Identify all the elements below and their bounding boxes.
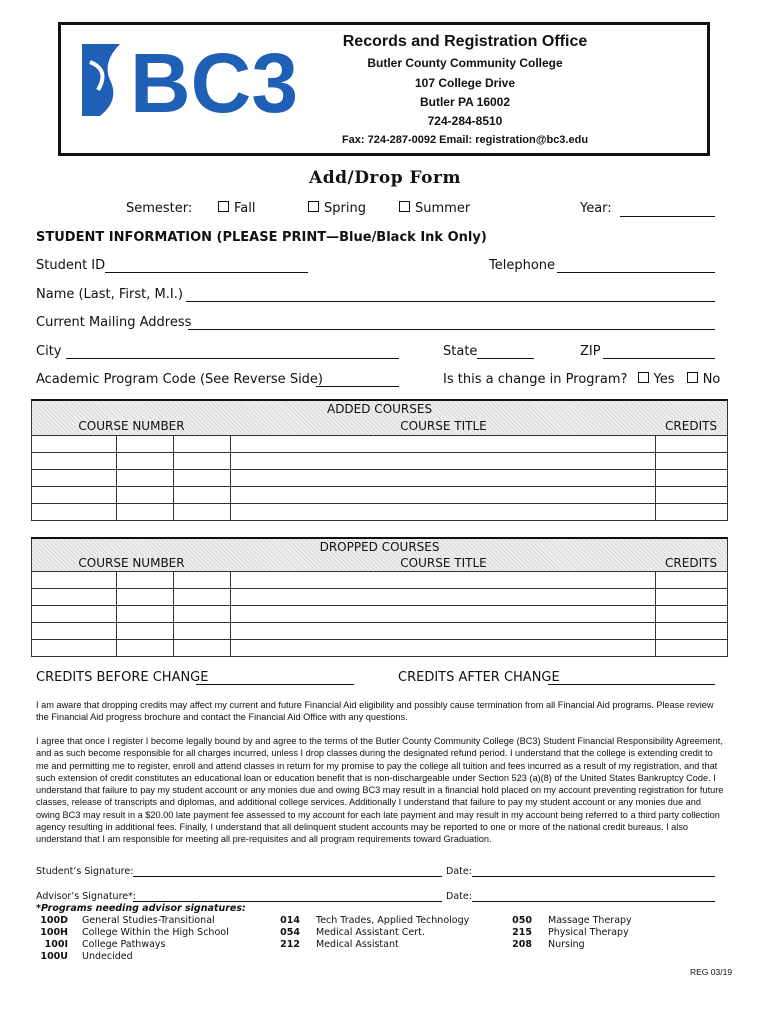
form-revision-code: REG 03/19 [690, 967, 733, 977]
office-name: Records and Registration Office [342, 33, 588, 50]
mailing-label: Current Mailing Address [36, 315, 192, 330]
yes-option[interactable]: Yes [638, 372, 675, 387]
table-row[interactable] [32, 504, 728, 521]
program-change-question: Is this a change in Program? Yes No [443, 372, 721, 387]
student-signature-field[interactable] [133, 864, 442, 877]
city-field[interactable] [66, 344, 399, 359]
street-address: 107 College Drive [414, 76, 516, 90]
list-item: 100I College Pathways [44, 939, 166, 950]
city-label: City [36, 344, 62, 359]
list-item: 100D General Studies-Transitional [40, 915, 215, 926]
added-courses-table [31, 399, 728, 521]
no-option[interactable]: No [687, 372, 721, 387]
advisor-signature-field[interactable] [133, 889, 442, 902]
dropped-courses-table [31, 537, 728, 657]
telephone-label: Telephone [489, 258, 556, 273]
semester-fall[interactable]: Fall [218, 201, 255, 216]
advisor-date-field[interactable] [472, 889, 715, 902]
semester-label: Semester: [126, 201, 193, 216]
added-col-number: COURSE NUMBER [78, 419, 185, 433]
added-header-row [32, 400, 728, 436]
name-label: Name (Last, First, M.I.) [36, 287, 183, 302]
program-list-1 [36, 915, 229, 963]
checkbox-icon[interactable] [638, 372, 649, 383]
table-row[interactable] [32, 436, 728, 453]
college-name: Butler County Community College [367, 56, 563, 70]
checkbox-icon[interactable] [399, 201, 410, 212]
added-col-title: COURSE TITLE [400, 419, 487, 433]
fax-email: Fax: 724-287-0092 Email: registration@bc3.edu [341, 134, 589, 146]
dropped-col-title: COURSE TITLE [400, 556, 487, 570]
city-address: Butler PA 16002 [419, 95, 511, 109]
checkbox-icon[interactable] [308, 201, 319, 212]
list-item: 212 Medical Assistant [280, 939, 399, 950]
program-list-2 [270, 915, 469, 951]
advisor-date-label: Date: [446, 891, 472, 902]
table-row[interactable] [32, 589, 728, 606]
credits-before-field[interactable] [196, 670, 354, 685]
state-label: State [443, 344, 478, 359]
table-row[interactable] [32, 470, 728, 487]
table-row[interactable] [32, 623, 728, 640]
list-item: 050 Massage Therapy [512, 915, 632, 926]
student-id-field[interactable] [105, 258, 308, 273]
table-row[interactable] [32, 572, 728, 589]
program-list-3 [502, 915, 632, 951]
list-item: 014 Tech Trades, Applied Technology [280, 915, 470, 926]
logo-text: BC3 [130, 40, 299, 120]
student-signature-label: Student’s Signature: [36, 866, 134, 877]
bc3-logo [80, 40, 320, 120]
credits-before-label: CREDITS BEFORE CHANGE [36, 670, 209, 685]
list-item: 208 Nursing [512, 939, 585, 950]
responsibility-agreement: I agree that once I register I become legally bound by and agree to the terms of the Butler County Community College (BC3) Student Financial Responsibility Agreement, and as such become responsible for all charges incurred, unless I drop classes during the designated refund period. I understand that the college is extending credit to me and permitting me to register, enroll and attend classes in return for my promise to pay the college all tuition and fees incurred as a result of my registration, and that such extension of credit constitutes an educational loan or education benefit that is non-dischargeable under Section 523 (a)(8) of the United States Bankruptcy Code. I understand that failure to pay my student account or any monies due and owing BC3 may result in a financial hold placed on my account preventing registration for future classes, release of transcripts and diplomas, and additional college services. Additionally I understand that failure to pay my student account or any monies due and owing BC3 may result in a $20.00 late payment fee assessed to my account for each late payment and may result in my account being referred to a third party collection agency resulting in additional fees. Finally, I understand that all delinquent student accounts may be reported to one or more of the national credit bureaus. I also understand that I am responsible for meeting all pre-requisites and all program requirements toward Graduation. [36, 736, 724, 845]
program-code-label: Academic Program Code (See Reverse Side) [36, 372, 324, 387]
student-info-heading: STUDENT INFORMATION (PLEASE PRINT—Blue/Black Ink Only) [36, 230, 487, 245]
dropped-courses-title: DROPPED COURSES [319, 540, 440, 554]
mailing-field[interactable] [188, 315, 715, 330]
year-field[interactable] [620, 202, 715, 217]
list-item: 215 Physical Therapy [512, 927, 629, 938]
student-date-label: Date: [446, 866, 472, 877]
table-row[interactable] [32, 606, 728, 623]
semester-spring[interactable]: Spring [308, 201, 366, 216]
year-label: Year: [580, 201, 612, 216]
table-row[interactable] [32, 640, 728, 657]
list-item: 054 Medical Assistant Cert. [280, 927, 425, 938]
advisor-programs-note: *Programs needing advisor signatures: [36, 903, 246, 914]
state-field[interactable] [477, 344, 534, 359]
program-code-field[interactable] [316, 372, 399, 387]
zip-field[interactable] [603, 344, 715, 359]
dropped-col-number: COURSE NUMBER [78, 556, 185, 570]
checkbox-icon[interactable] [218, 201, 229, 212]
table-row[interactable] [32, 453, 728, 470]
dropped-col-credits: CREDITS [665, 556, 718, 570]
office-phone: 724-284-8510 [427, 114, 503, 128]
table-row[interactable] [32, 487, 728, 504]
added-courses-title: ADDED COURSES [326, 402, 433, 416]
added-col-credits: CREDITS [665, 419, 718, 433]
financial-aid-notice: I am aware that dropping credits may affect my current and future Financial Aid eligibility and possibly cause termination from all Financial Aid programs. Please review the Financial Aid progress brochure and contact the Financial Aid Office with any questions. [36, 700, 714, 723]
semester-summer[interactable]: Summer [399, 201, 470, 216]
zip-label: ZIP [580, 344, 601, 359]
student-id-label: Student ID [36, 258, 106, 273]
telephone-field[interactable] [557, 258, 715, 273]
credits-after-label: CREDITS AFTER CHANGE [398, 670, 560, 685]
list-item: 100U Undecided [40, 951, 133, 962]
name-field[interactable] [186, 287, 715, 302]
student-date-field[interactable] [472, 864, 715, 877]
credits-after-field[interactable] [548, 670, 715, 685]
dropped-header-row [32, 538, 728, 572]
form-title: Add/Drop Form [309, 168, 461, 188]
checkbox-icon[interactable] [687, 372, 698, 383]
list-item: 100H College Within the High School [40, 927, 229, 938]
advisor-signature-label: Advisor’s Signature*: [36, 891, 137, 902]
